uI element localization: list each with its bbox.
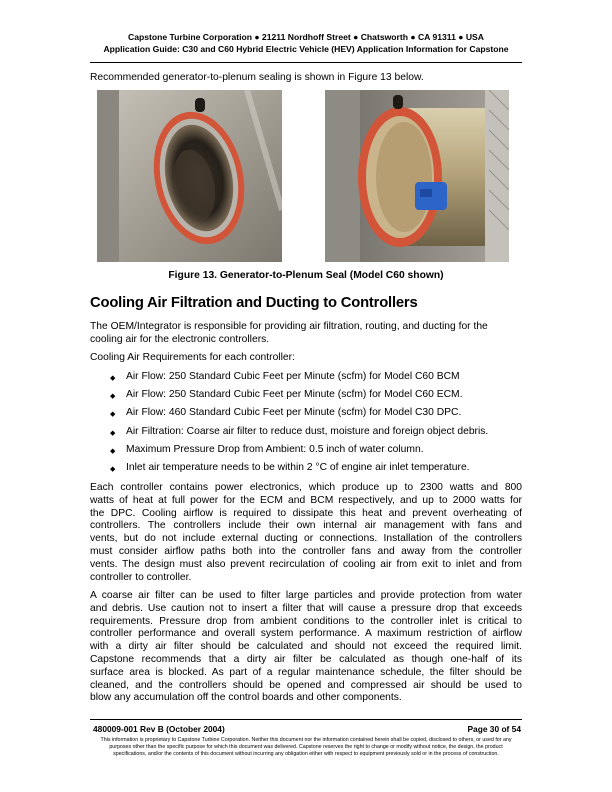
intro-paragraph: Recommended generator-to-plenum sealing is shown in Figure 13 below. — [90, 72, 424, 83]
paragraph-line: with a dirty air filter should be calculated and should not exceed the required limit. — [90, 641, 522, 653]
paragraph-line: blow any accumulation off the control boards and other components. — [90, 692, 402, 704]
paragraph-line: cleaned, and the controllers should be opened and compressed air should be used to — [90, 679, 522, 691]
footer-doc-id: 480009-001 Rev B (October 2004) — [93, 724, 225, 734]
list-item-text: Air Flow: 250 Standard Cubic Feet per Minute (scfm) for Model C60 ECM. — [126, 389, 463, 401]
paragraph-line: controllers. The controllers include their own internal air management with fans and — [90, 520, 522, 532]
paragraph-line: watts of heat at full power for the ECM and BCM respectively, and up to 2000 watts for — [90, 494, 522, 506]
paragraph-line: the DPC. Cooling airflow is required to dissipate this heat and prevent overheating of — [90, 507, 522, 519]
header-divider — [90, 62, 522, 63]
paragraph-line: surface area is blocked. As part of a regular maintenance schedule, the filter should be — [90, 666, 522, 678]
paragraph-line: Capstone recommends that a dirty air filter be calculated as though one-half of its — [90, 653, 522, 665]
figure-caption: Figure 13. Generator-to-Plenum Seal (Model C60 shown) — [168, 270, 444, 281]
header-guide-title: Application Guide: C30 and C60 Hybrid Electric Vehicle (HEV) Application Information for Capstone — [103, 44, 509, 54]
paragraph-line: requirements. Pressure drop from ambient conditions to the controller inlet is critical to — [90, 615, 522, 627]
header-company-line: Capstone Turbine Corporation ● 21211 Nordhoff Street ● Chatsworth ● CA 91311 ● USA — [128, 32, 484, 42]
bullet-diamond-icon: ◆ — [110, 429, 116, 437]
air-filter-paragraph — [90, 590, 522, 705]
list-item-text: Air Flow: 460 Standard Cubic Feet per Minute (scfm) for Model C30 DPC. — [126, 407, 462, 419]
section-heading: Cooling Air Filtration and Ducting to Controllers — [90, 295, 418, 311]
responsibility-paragraph: The OEM/Integrator is responsible for providing air filtration, routing, and ducting for the cooling air for the electronic controllers. — [90, 321, 488, 345]
list-item — [90, 461, 522, 479]
paragraph-line: Each controller contains power electronics, which produce up to 2300 watts and 800 — [90, 482, 522, 493]
list-item-text: Air Filtration: Coarse air filter to reduce dust, moisture and foreign object debris. — [126, 425, 489, 437]
list-item — [90, 425, 522, 443]
paragraph-line: vents, but do not include external ducting or connections. Installation of the controllers — [90, 533, 522, 545]
heat-dissipation-paragraph — [90, 482, 522, 584]
list-item — [90, 443, 522, 461]
paragraph-line: and debris. Use caution not to insert a filter that will cause a pressure drop that exceeds — [90, 602, 522, 614]
bullet-diamond-icon: ◆ — [110, 447, 116, 455]
footer-legal-notice: This information is proprietary to Capstone Turbine Corporation. Neither this document nor the information contained herein shall be copied, disclosed to others, or used for any purposes other than the specific purpose for which this document was delivered. Capstone reserves the right to change or modify without notice, the design, the product specifications, and/or the contents of this document without incurring any obligation either with respect to equipment previously sold or in the process of construction. — [100, 737, 512, 757]
footer-page-number: Page 30 of 54 — [467, 724, 521, 734]
paragraph-line: A coarse air filter can be used to filter large particles and provide protection from water — [90, 590, 522, 601]
bullet-diamond-icon: ◆ — [110, 375, 116, 382]
paragraph-line: controller performance and overall system performance. A maximum restriction of airflow — [90, 628, 522, 640]
footer-divider — [90, 719, 522, 720]
bullet-diamond-icon: ◆ — [110, 393, 116, 401]
requirements-list — [90, 370, 522, 479]
photo-plenum-seal-front — [97, 90, 282, 262]
paragraph-line: controller to controller. — [90, 571, 192, 583]
paragraph-line: must consider airflow paths both into the controller fans and away from the controller — [90, 545, 522, 557]
list-item-text: Inlet air temperature needs to be within 2 °C of engine air inlet temperature. — [126, 461, 470, 473]
bullet-diamond-icon: ◆ — [110, 411, 116, 419]
bullet-diamond-icon: ◆ — [110, 465, 116, 473]
list-item-text: Maximum Pressure Drop from Ambient: 0.5 inch of water column. — [126, 443, 424, 455]
list-item-text: Air Flow: 250 Standard Cubic Feet per Minute (scfm) for Model C60 BCM — [126, 371, 460, 382]
list-item — [90, 370, 522, 388]
list-item — [90, 406, 522, 424]
list-item — [90, 388, 522, 406]
requirements-intro: Cooling Air Requirements for each controller: — [90, 352, 295, 363]
paragraph-line: vents. The design must also prevent recirculation of cooling air from exit to inlet and from — [90, 558, 522, 570]
photo-generator-seal — [325, 90, 509, 262]
